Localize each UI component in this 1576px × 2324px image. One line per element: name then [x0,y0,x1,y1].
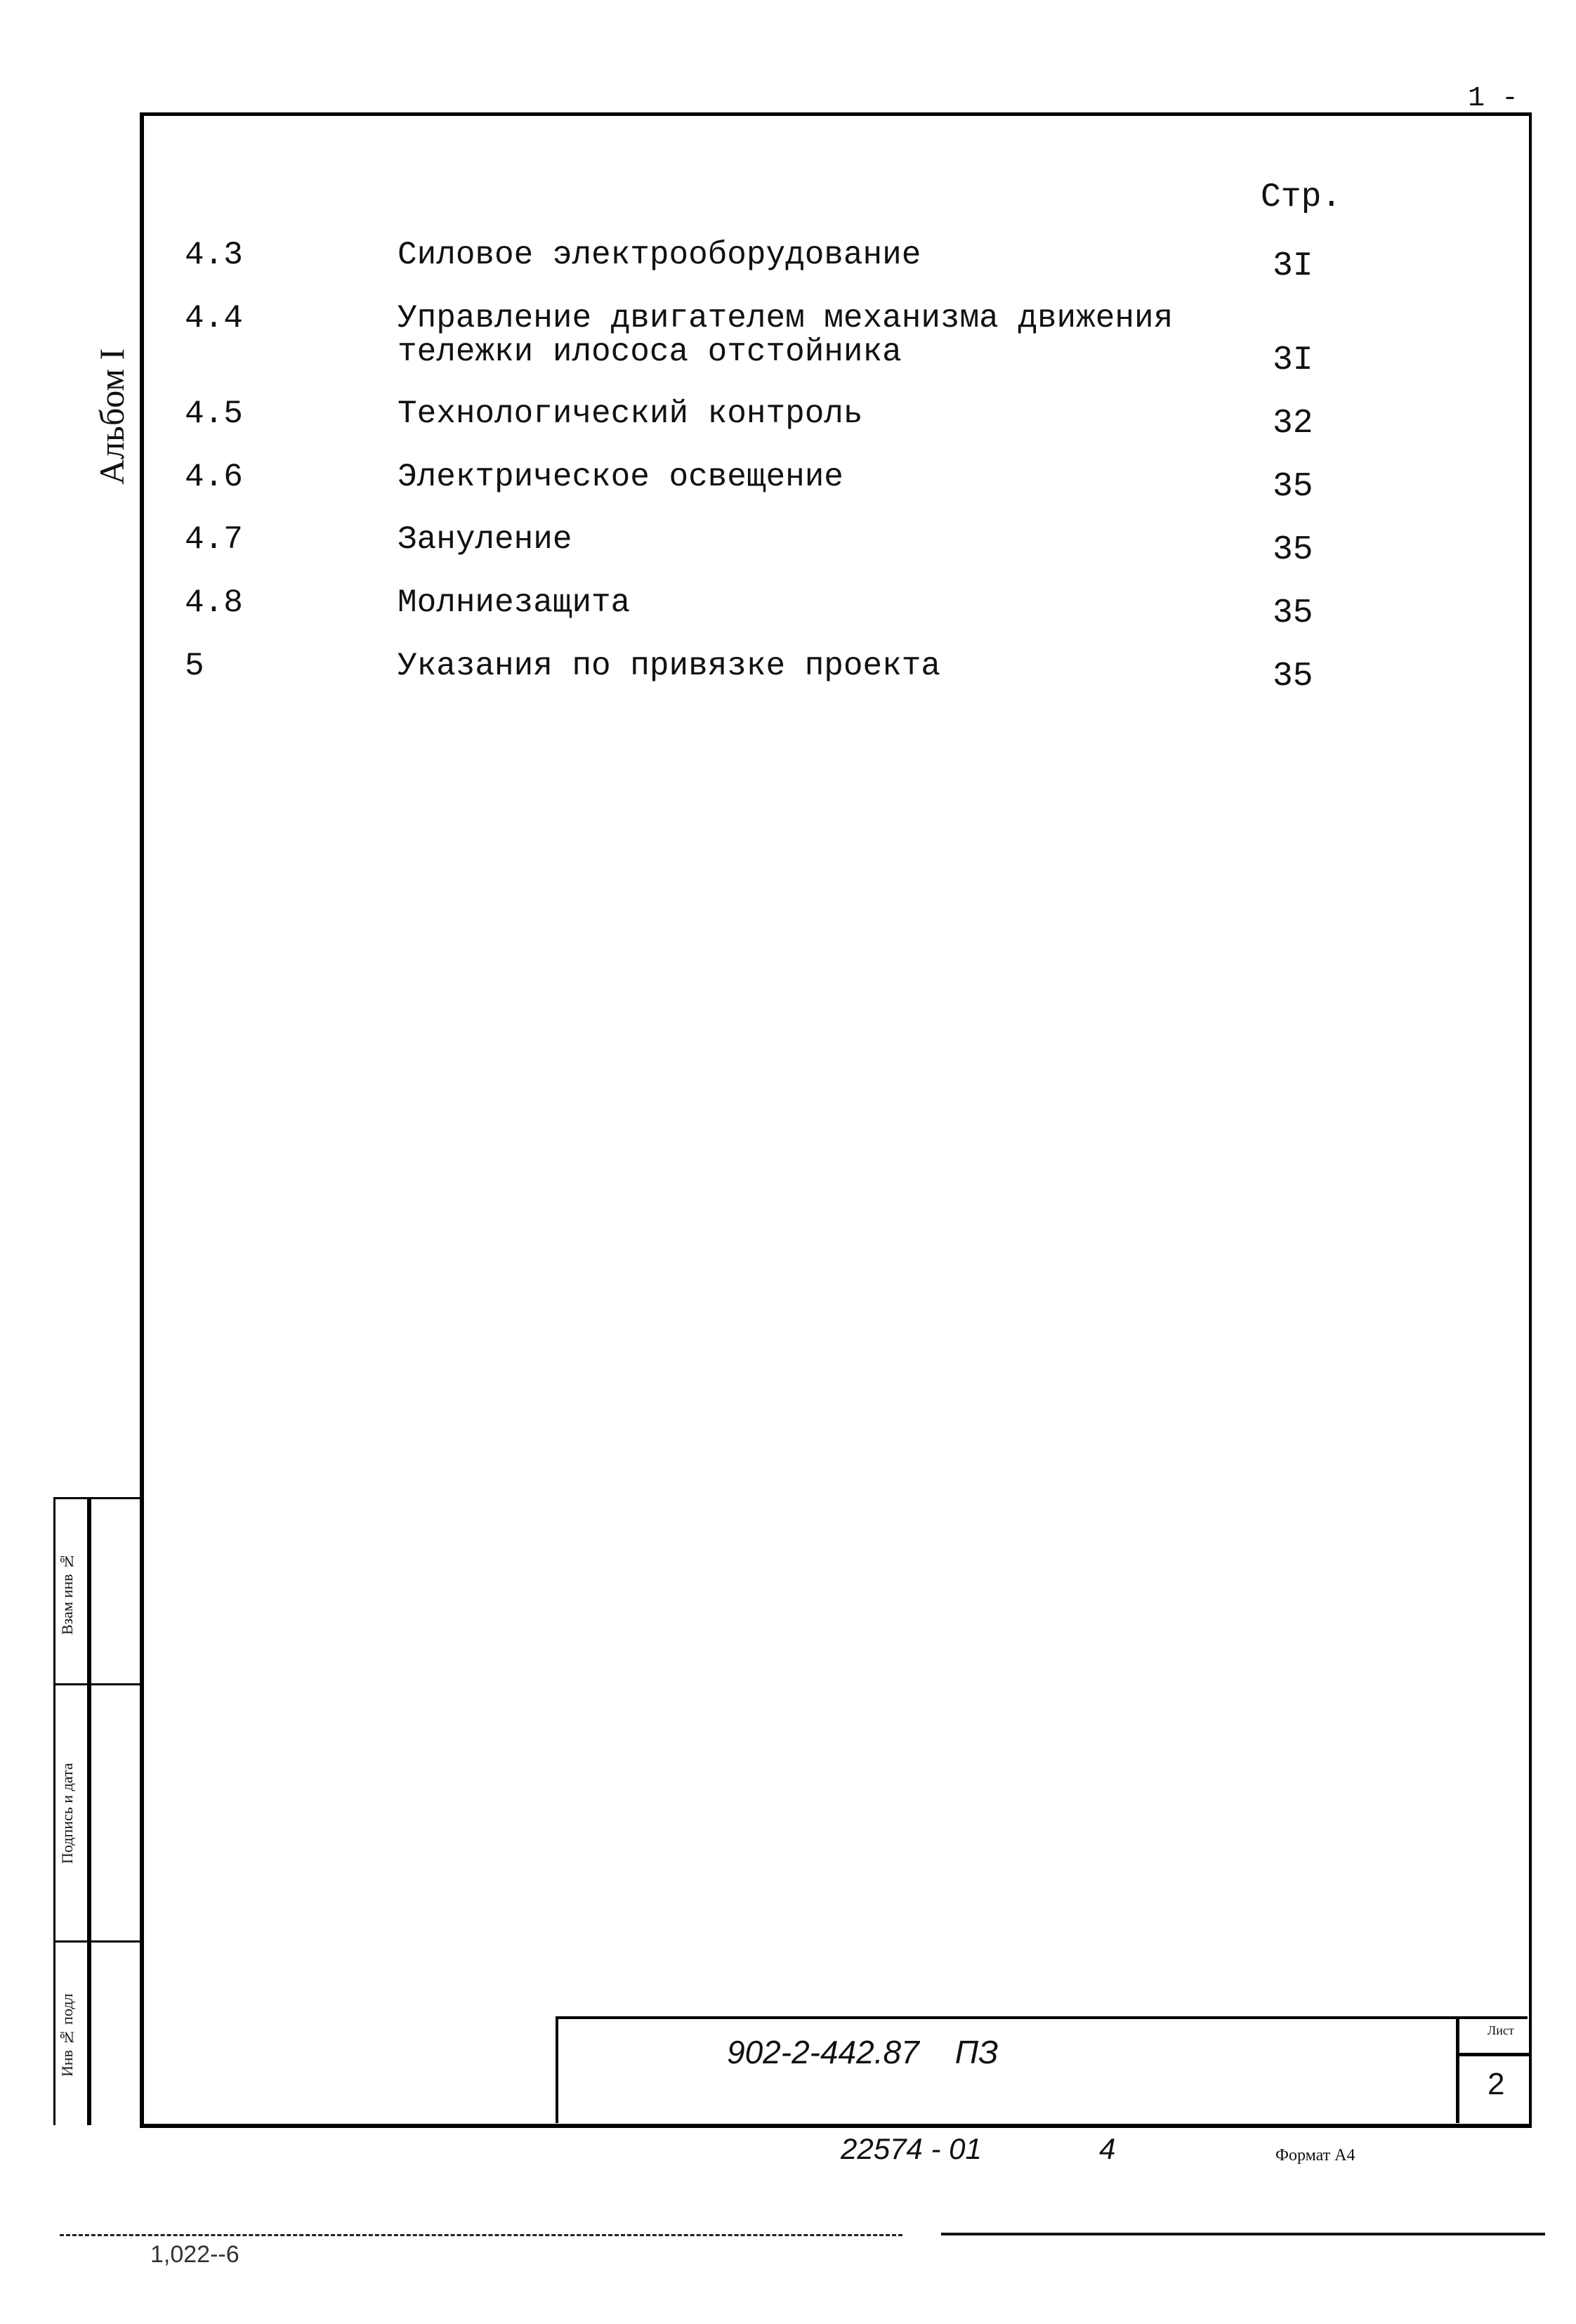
vzam-inv-label: Взам инв № [58,1553,76,1636]
toc-title: Электрическое освещение [398,459,843,495]
sheet-label: Лист [1488,2023,1514,2037]
toc-title: Зануление [398,521,572,558]
toc-title: Указания по привязке проекта [398,648,940,684]
toc-title: Технологический контроль [398,396,863,432]
side-stamp-strip [53,1497,142,2125]
toc-num: 5 [185,648,204,684]
toc-page: 35 [1273,468,1313,506]
toc-num: 4.4 [185,300,243,337]
document-code [727,2033,998,2071]
toc-title: Молниезащита [398,585,631,621]
toc-num: 4.3 [185,237,243,273]
cut-line-right [941,2233,1545,2235]
sheet-cell [1456,2019,1531,2123]
toc-page: 3I [1273,247,1313,285]
toc-page: 35 [1273,658,1313,696]
cut-line-left [60,2234,902,2236]
toc-page: 35 [1273,531,1313,569]
sheet-number: 2 [1488,2067,1505,2101]
toc-num: 4.7 [185,521,243,558]
title-block [556,2016,1528,2123]
toc-num: 4.5 [185,396,243,432]
toc-title: Силовое электрооборудование [398,237,921,273]
order-number: 22574 - 01 [841,2132,982,2165]
inv-podl-label: Инв № подл [58,1993,76,2077]
page-column-header: Стр. [1261,178,1342,216]
toc-num: 4.6 [185,459,243,495]
podpis-data-label: Подпись и дата [58,1763,76,1864]
toc-page: 3I [1273,341,1313,379]
toc-num: 4.8 [185,585,243,621]
copy-number: 4 [1099,2132,1116,2165]
archive-stamp: 1,022--6 [150,2241,239,2268]
toc-title: Управление двигателем механизма движения [398,300,1174,337]
album-label: Альбом I [92,348,131,485]
document-code-number: 902-2-442.87 [727,2034,919,2070]
toc-page: 35 [1273,594,1313,632]
format-label: Формат А4 [1275,2146,1355,2165]
toc-page: 32 [1273,405,1313,443]
document-type: ПЗ [954,2034,999,2070]
sheet-mark: 1 - [1468,83,1519,115]
toc-title-cont: тележки илососа отстойника [398,334,902,370]
